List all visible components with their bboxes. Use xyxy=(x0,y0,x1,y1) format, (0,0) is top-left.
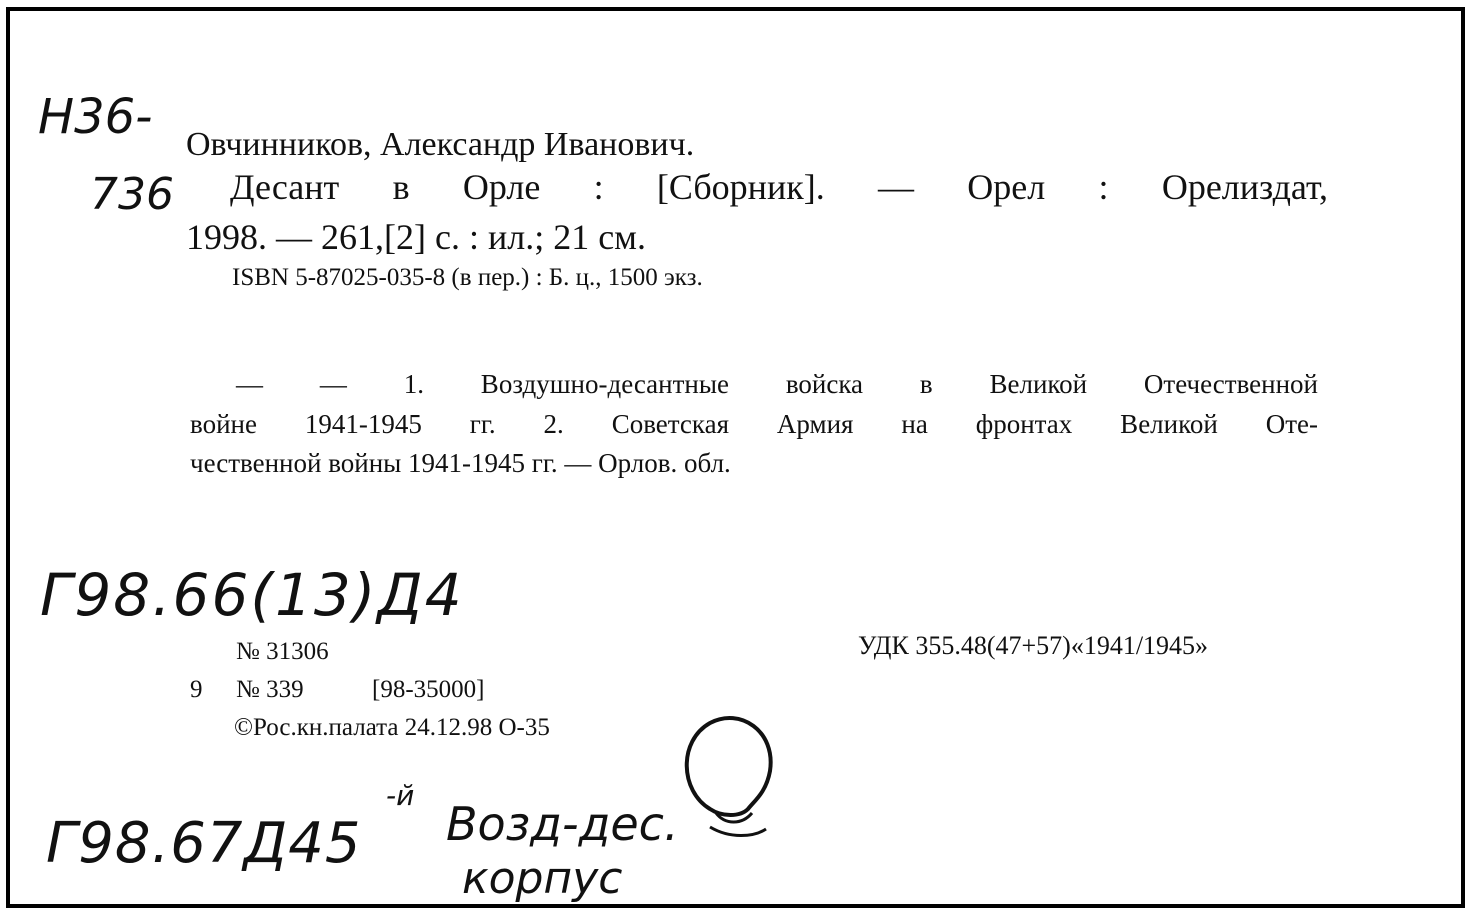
handwritten-class-code-2-superscript: -й xyxy=(386,779,415,812)
subject-line-1: — — 1. Воздушно-десантные войска в Великой Отечественной xyxy=(236,369,1318,399)
title-line-1: Десант в Орле : [Сборник]. — Орел : Орелиздат, xyxy=(230,167,1328,207)
title-line-2: 1998. — 261,[2] с. : ил.; 21 см. xyxy=(186,217,646,257)
handdrawn-loop-mark xyxy=(670,701,790,851)
handwritten-note-line-2: корпус xyxy=(462,853,623,904)
handwritten-note-line-1: Возд-дес. xyxy=(446,797,679,851)
isbn-line: ISBN 5-87025-035-8 (в пер.) : Б. ц., 1500 экз. xyxy=(232,264,703,291)
record-number-2: № 339 xyxy=(236,676,304,703)
record-number-1: № 31306 xyxy=(236,638,329,665)
record-prefix: 9 xyxy=(190,676,203,703)
handwritten-call-number-line1: Н36- xyxy=(38,89,153,145)
udc-code: УДК 355.48(47+57)«1941/1945» xyxy=(858,631,1209,660)
handwritten-class-code-2: Г98.67Д45 xyxy=(46,811,362,876)
copyright-line: ©Рос.кн.палата 24.12.98 О-35 xyxy=(234,714,550,741)
handwritten-class-code-1: Г98.66(13)Д4 xyxy=(40,561,464,629)
handwritten-call-number-line2: 736 xyxy=(90,169,174,220)
subject-line-2: войне 1941-1945 гг. 2. Советская Армия на фронтах Великой Оте- xyxy=(190,409,1318,439)
subject-line-3: чественной войны 1941-1945 гг. — Орлов. обл. xyxy=(190,448,731,478)
author-heading: Овчинников, Александр Иванович. xyxy=(186,126,695,163)
catalog-card xyxy=(6,7,1465,908)
record-code: [98-35000] xyxy=(372,676,485,703)
